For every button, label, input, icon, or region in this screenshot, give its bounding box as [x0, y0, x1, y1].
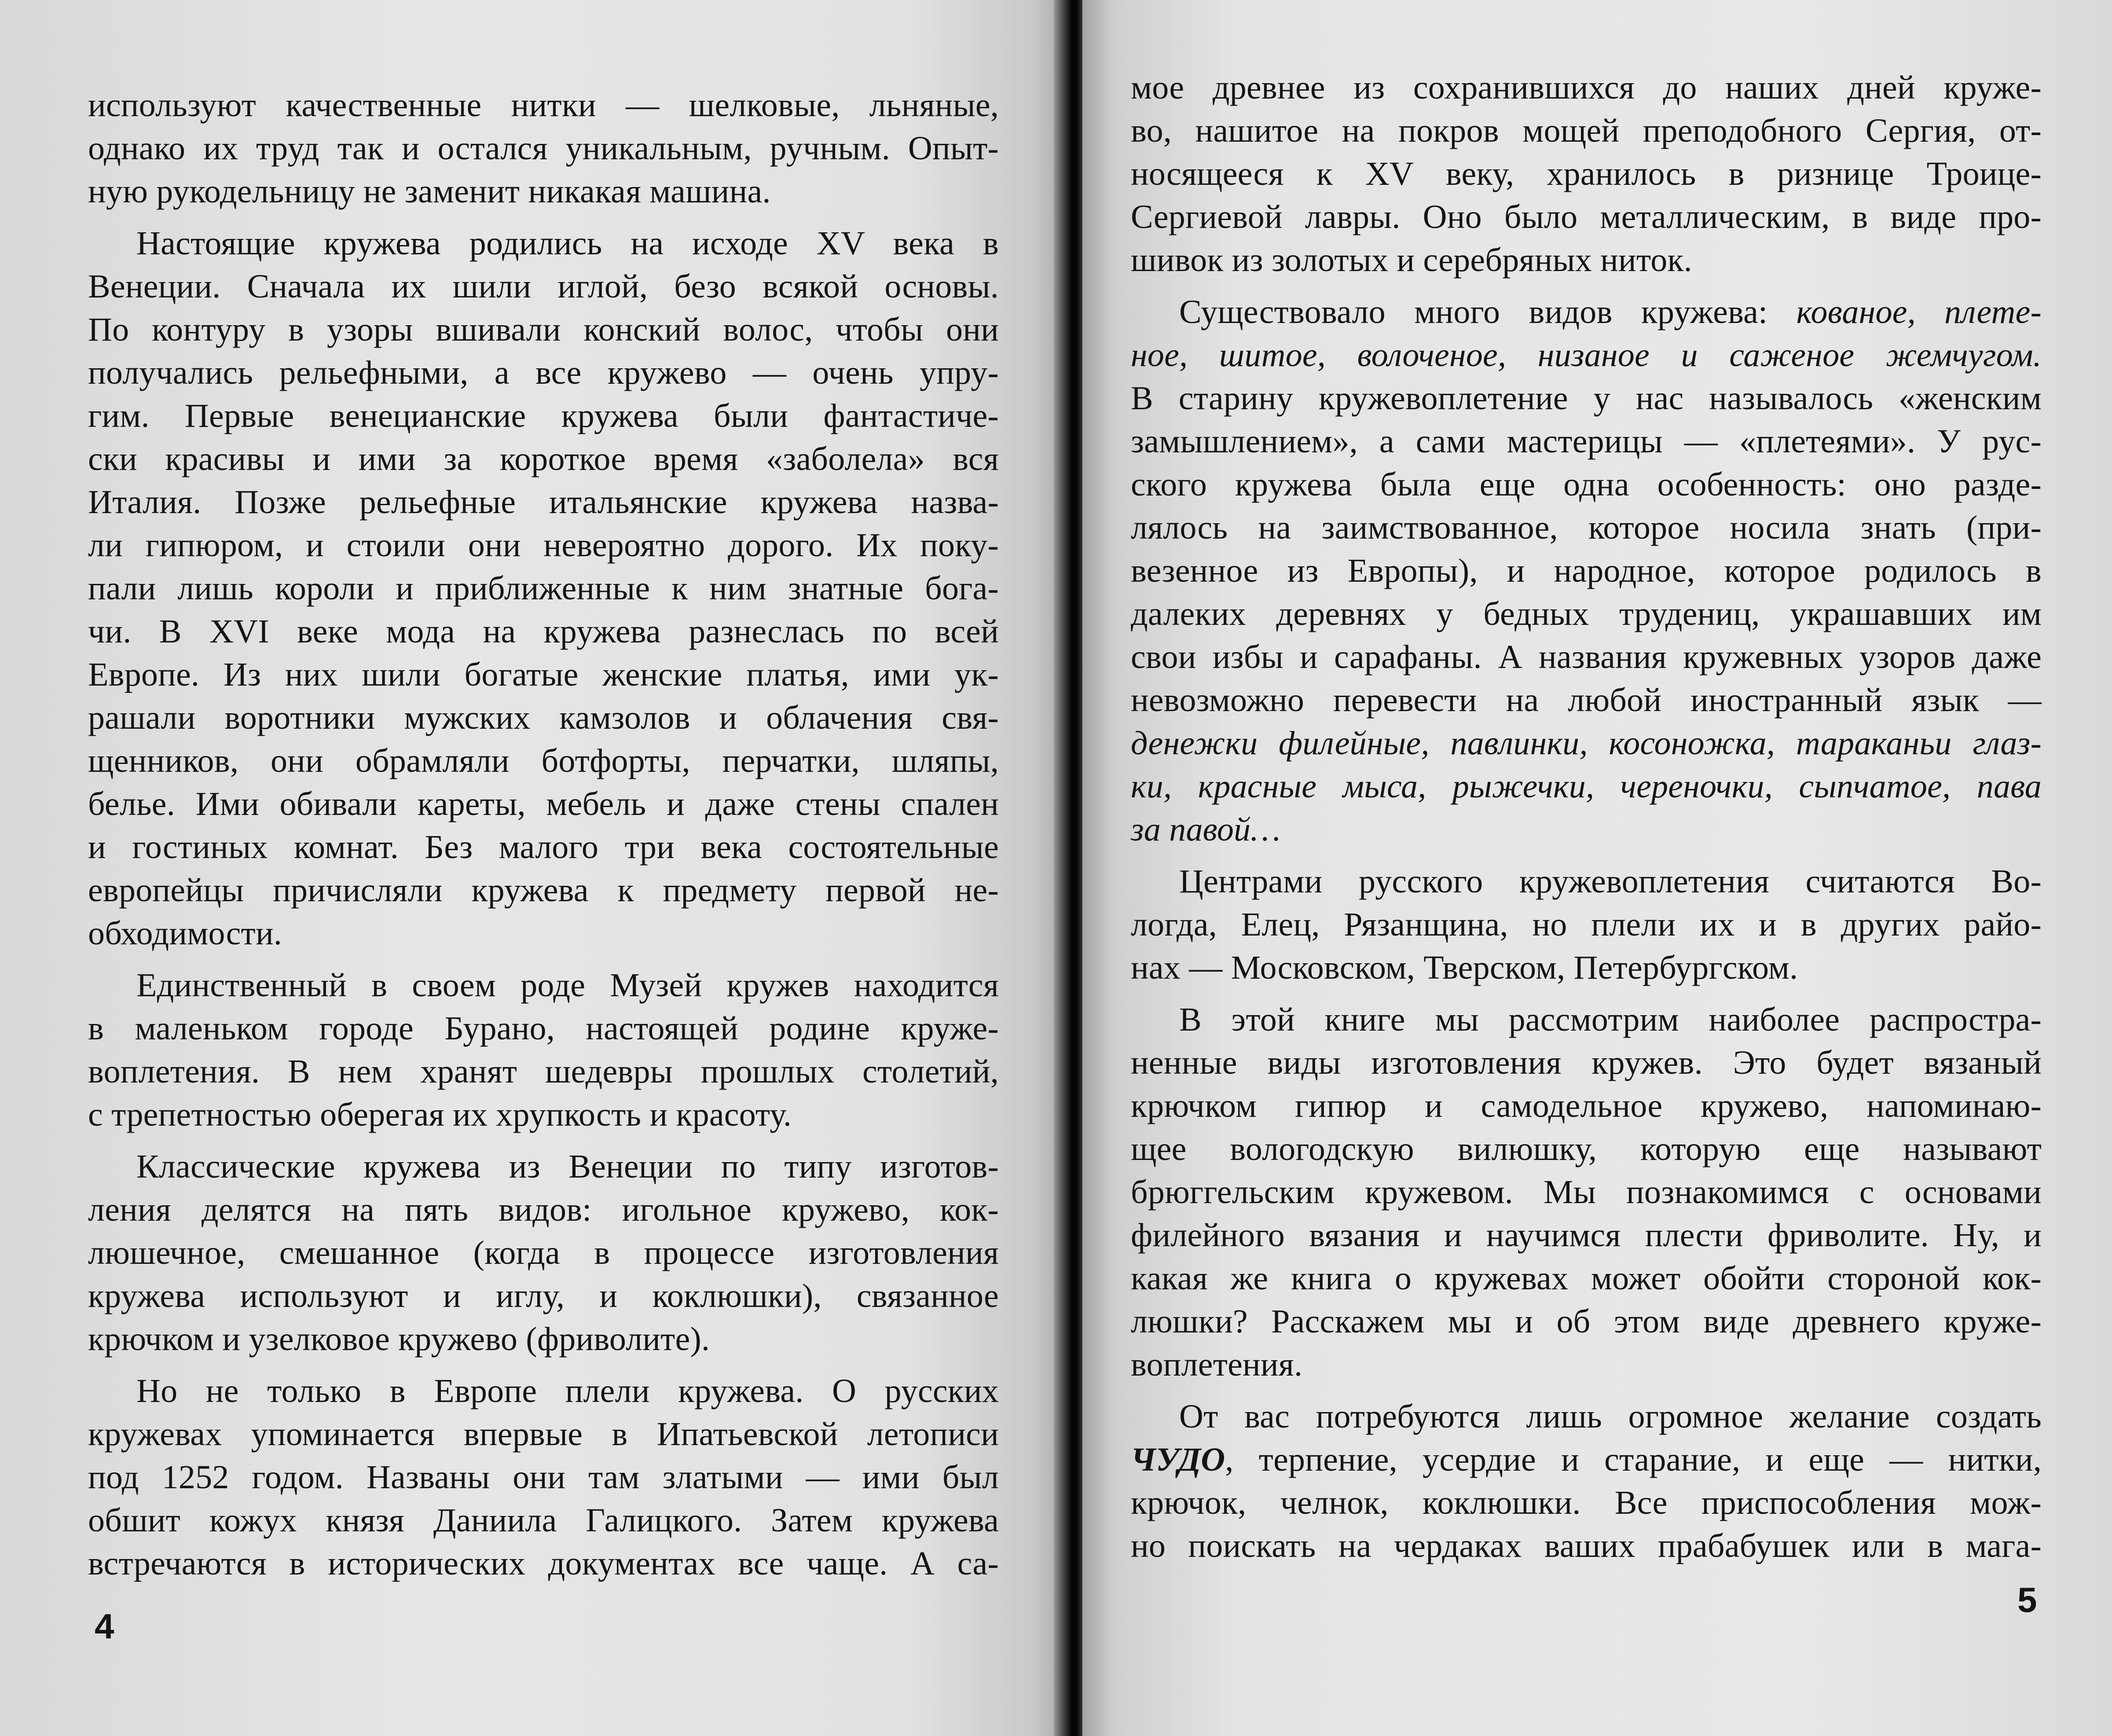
text-line: далеких деревнях у бедных трудениц, украшавших им — [1131, 595, 2042, 632]
text-line: обходимости. — [88, 915, 282, 952]
text-line: В старину кружевоплетение у нас называлось «женским — [1131, 380, 2042, 417]
text-line: какая же книга о кружевах может обойти стороной кок- — [1131, 1260, 2042, 1297]
text-line — [1131, 290, 2042, 334]
text-line: логда, Елец, Рязанщина, но плели их и в других райо- — [1131, 906, 2042, 943]
text-line: крючок, челнок, коклюшки. Все приспособления мож- — [1131, 1484, 2042, 1521]
text-line: От вас потребуются лишь огромное желание создать — [1179, 1398, 2042, 1435]
text-line: В этой книге мы рассмотрим наиболее распростра- — [1179, 1001, 2042, 1038]
text-line: во, нашитое на покров мощей преподобного Сергия, от- — [1131, 112, 2042, 149]
text-line: воплетения. — [1131, 1346, 1303, 1383]
text-line: лялось на заимствованное, которое носила знать (при- — [1131, 509, 2042, 546]
text-line: ное, шитое, волоченое, низаное и саженое жемчугом. — [1131, 337, 2042, 374]
text-line: воплетения. В нем хранят шедевры прошлых столетий, — [88, 1053, 999, 1090]
italic-term: кованое, плете- — [1796, 294, 2042, 330]
text-line: Италия. Позже рельефные итальянские кружева назва- — [88, 484, 999, 521]
text-line: и гостиных комнат. Без малого три века состоятельные — [88, 829, 999, 866]
text-line: крючком гипюр и самодельное кружево, напоминаю- — [1131, 1087, 2042, 1124]
text-line: в маленьком городе Бурано, настоящей родине круже- — [88, 1010, 999, 1047]
text-line: однако их труд так и остался уникальным, ручным. Опыт- — [88, 130, 999, 167]
right-page — [1082, 0, 2112, 1736]
text-line: носящееся к XV веку, хранилось в ризнице Троице- — [1131, 155, 2042, 192]
right-page-text — [1131, 66, 2042, 1567]
text-line: европейцы причисляли кружева к предмету первой не- — [88, 872, 999, 909]
text-run: , терпение, усердие и старание, и еще — нитки, — [1225, 1441, 2042, 1478]
text-line — [1131, 1438, 2042, 1481]
text-line: Единственный в своем роде Музей кружев находится — [136, 967, 999, 1004]
text-line: шивок из золотых и серебряных ниток. — [1131, 242, 1692, 279]
text-line: получались рельефными, а все кружево — очень упру- — [88, 354, 999, 391]
text-line: люшечное, смешанное (когда в процессе изготовления — [88, 1234, 999, 1271]
page-number: 5 — [2017, 1580, 2037, 1619]
text-line: белье. Ими обивали кареты, мебель и даже стены спален — [88, 785, 999, 822]
left-page-text — [88, 84, 999, 1585]
text-line: ки, красные мыса, рыжечки, череночки, сыпчатое, пава — [1131, 768, 2042, 805]
text-line: ли гипюром, и стоили они невероятно дорого. Их поку- — [88, 527, 999, 564]
emphasis-word: ЧУДО — [1131, 1441, 1225, 1478]
text-line: брюггельским кружевом. Мы познакомимся с основами — [1131, 1174, 2042, 1211]
text-line: кружевах упоминается впервые в Ипатьевской летописи — [88, 1416, 999, 1453]
text-line: Но не только в Европе плели кружева. О русских — [136, 1373, 999, 1409]
text-line: обшит кожух князя Даниила Галицкого. Затем кружева — [88, 1502, 999, 1539]
text-line: ненные виды изготовления кружев. Это будет вязаный — [1131, 1044, 2042, 1081]
text-line: люшки? Расскажем мы и об этом виде древнего круже- — [1131, 1303, 2042, 1340]
text-line: нах — Московском, Тверском, Петербургском. — [1131, 949, 1798, 986]
text-line: гим. Первые венецианские кружева были фантастиче- — [88, 397, 999, 434]
text-line: встречаются в исторических документах все чаще. А са- — [88, 1545, 999, 1582]
text-line: Европе. Из них шили богатые женские платья, ими ук- — [88, 656, 999, 693]
text-line: ски красивы и ими за короткое время «заболела» вся — [88, 440, 999, 477]
text-line: везенное из Европы), и народное, которое родилось в — [1131, 552, 2042, 589]
text-line: под 1252 годом. Названы они там златыми — ими был — [88, 1459, 999, 1496]
text-line: кружева используют и иглу, и коклюшки), связанное — [88, 1277, 999, 1314]
text-line: Классические кружева из Венеции по типу изготов- — [136, 1148, 999, 1185]
text-line: ную рукодельницу не заменит никакая машина. — [88, 173, 771, 210]
text-line: Венеции. Сначала их шили иглой, безо всякой основы. — [88, 268, 999, 305]
page-number: 4 — [95, 1607, 114, 1646]
text-line: По контуру в узоры вшивали конский волос, чтобы они — [88, 311, 999, 348]
text-line: ского кружева была еще одна особенность: оно разде- — [1131, 466, 2042, 503]
text-line: крючком и узелковое кружево (фриволите). — [88, 1321, 710, 1358]
text-line: чи. В XVI веке мода на кружева разнеслась по всей — [88, 613, 999, 650]
text-line: ления делятся на пять видов: игольное кружево, кок- — [88, 1191, 999, 1228]
text-line: используют качественные нитки — шелковые, льняные, — [88, 87, 999, 124]
text-line: щенников, они обрамляли ботфорты, перчатки, шляпы, — [88, 742, 999, 779]
text-line: за павой… — [1131, 811, 1281, 848]
text-line: рашали воротники мужских камзолов и облачения свя- — [88, 699, 999, 736]
text-line: свои избы и сарафаны. А названия кружевных узоров даже — [1131, 639, 2042, 675]
text-line: Сергиевой лавры. Оно было металлическим, в виде про- — [1131, 198, 2042, 235]
text-line: Настоящие кружева родились на исходе XV века в — [136, 225, 999, 262]
text-line: замышлением», а сами мастерицы — «плетеями». У рус- — [1131, 423, 2042, 460]
text-line: невозможно перевести на любой иностранный язык — — [1131, 682, 2042, 719]
text-line: но поискать на чердаках ваших прабабушек или в мага- — [1131, 1527, 2042, 1564]
text-line: филейного вязания и научимся плести фриволите. Ну, и — [1131, 1217, 2042, 1254]
text-line: Центрами русского кружевоплетения считаются Во- — [1179, 863, 2042, 900]
text-line: с трепетностью оберегая их хрупкость и красоту. — [88, 1096, 792, 1133]
text-line: пали лишь короли и приближенные к ним знатные бога- — [88, 570, 999, 607]
text-line: мое древнее из сохранившихся до наших дней круже- — [1131, 69, 2042, 106]
text-line: денежки филейные, павлинки, косоножка, тараканьи глаз- — [1131, 725, 2042, 762]
text-line: щее вологодскую вилюшку, которую еще называют — [1131, 1130, 2042, 1167]
text-run: Существовало много видов кружева: — [1179, 294, 1797, 330]
